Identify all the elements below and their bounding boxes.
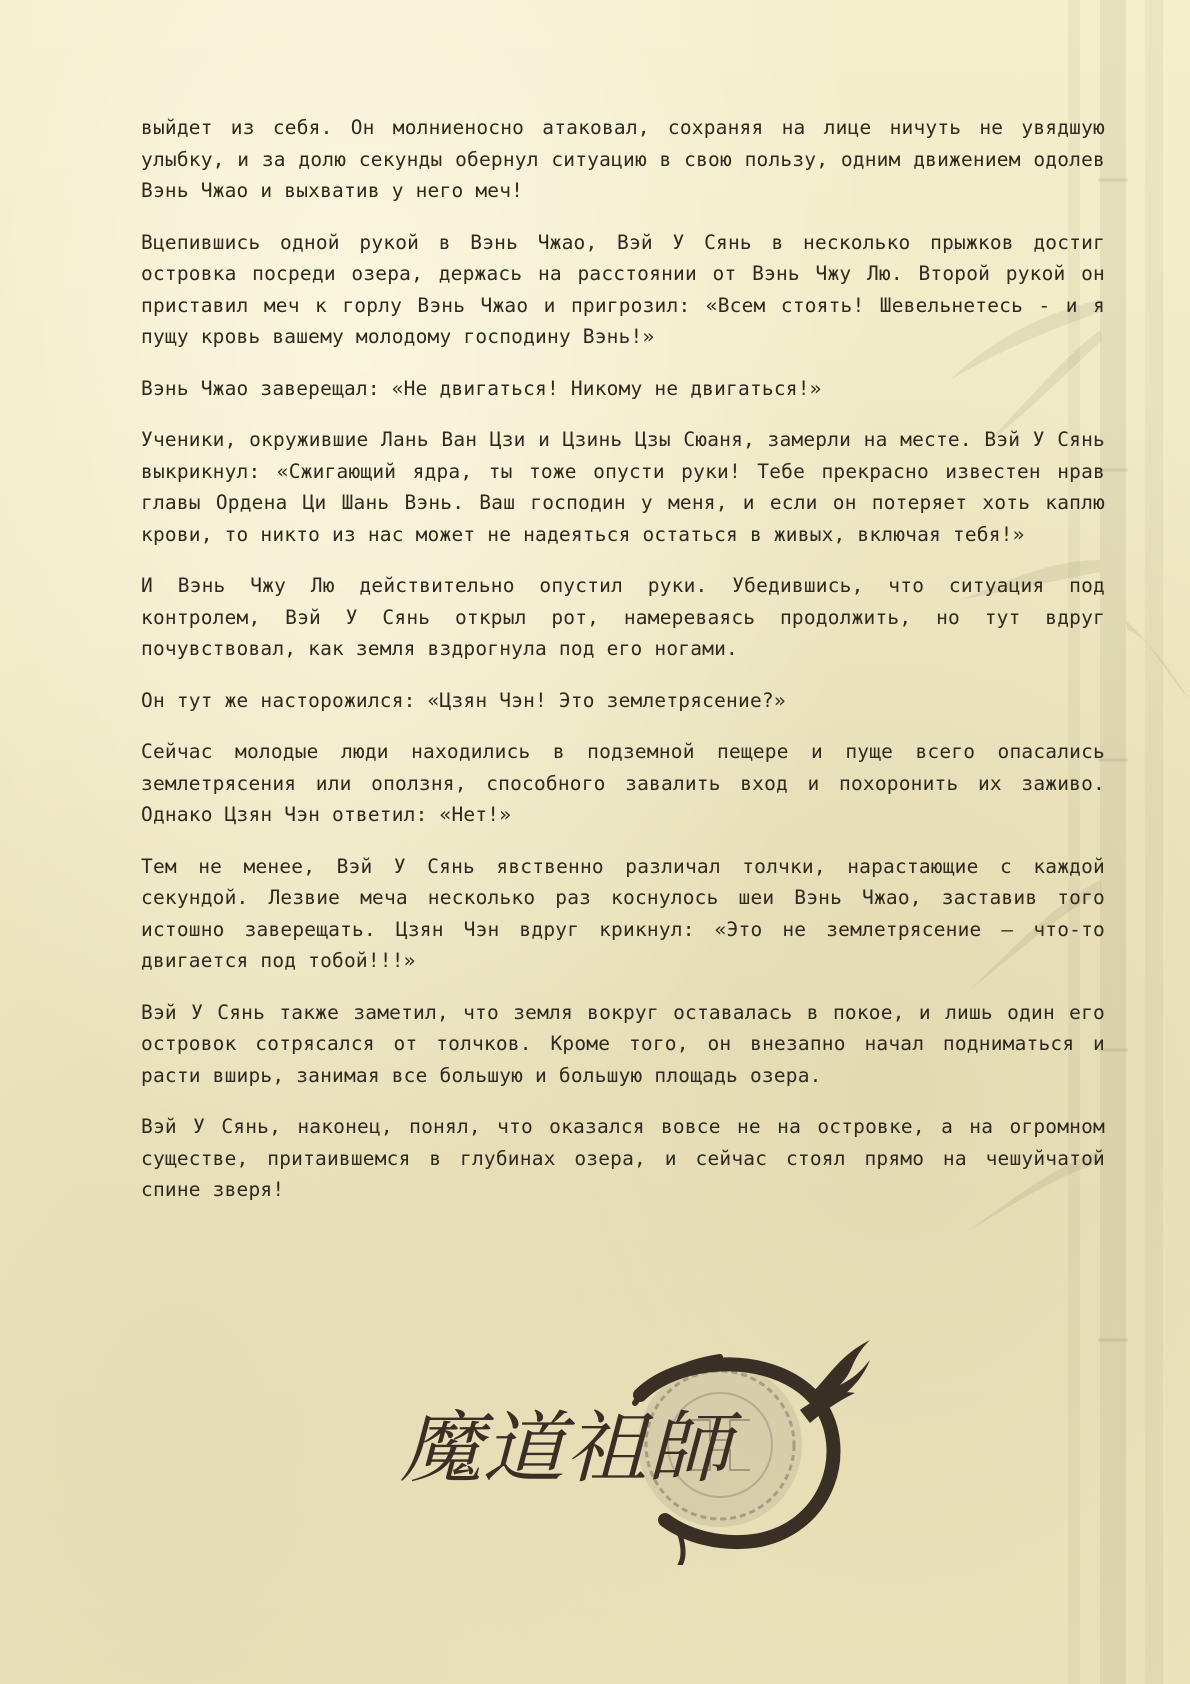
logo-calligraphy-text: 魔道祖師 bbox=[400, 1404, 743, 1494]
paragraph-4: Ученики, окружившие Лань Ван Цзи и Цзинь Цзы Сюаня, замерли на месте. Вэй У Сянь выкрикнул: «Сжигающий ядра, ты тоже опусти руки! Тебе прекрасно известен нрав главы Ордена Ци Шань Вэнь. Ваш господин у меня, и если он потеряет хоть каплю крови, то никто из нас может не надеяться остаться в живых, включая тебя!» bbox=[141, 428, 1105, 546]
paragraph-8: Тем не менее, Вэй У Сянь явственно различал толчки, нарастающие с каждой секундой. Лезвие меча несколько раз коснулось шеи Вэнь Чжао, заставив того истошно заверещать. Цзян Чэн вдруг крикнул: «Это не землетрясение – что-то двигается под тобой!!!» bbox=[141, 854, 1105, 972]
paragraph-10: Вэй У Сянь, наконец, понял, что оказался вовсе не на островке, а на огромном существе, притаившемся в глубинах озера, и сейчас стоял прямо на чешуйчатой спине зверя! bbox=[141, 1115, 1105, 1201]
paragraph-5: И Вэнь Чжу Лю действительно опустил руки. Убедившись, что ситуация под контролем, Вэй У Сянь открыл рот, намереваясь продолжить, но тут вдруг почувствовал, как земля вздрогнула под его ногами. bbox=[141, 574, 1105, 660]
main-text-block bbox=[141, 112, 1105, 1226]
paragraph-3: Вэнь Чжао заверещал: «Не двигаться! Никому не двигаться!» bbox=[141, 376, 822, 400]
paragraph-2: Вцепившись одной рукой в Вэнь Чжао, Вэй У Сянь в несколько прыжков достиг островка посреди озера, держась на расстоянии от Вэнь Чжу Лю. Второй рукой он приставил меч к горлу Вэнь Чжао и пригрозил: «Всем стоять! Шевельнетесь - и я пущу кровь вашему молодому господину Вэнь!» bbox=[141, 230, 1105, 348]
paragraph-9: Вэй У Сянь также заметил, что земля вокруг оставалась в покое, и лишь один его островок сотрясался от толчков. Кроме того, он внезапно начал подниматься и расти вширь, занимая все большую и большую площадь озера. bbox=[141, 1000, 1105, 1087]
paragraph-7: Сейчас молодые люди находились в подземной пещере и пуще всего опасались землетрясения или оползня, способного завалить вход и похоронить их заживо. Однако Цзян Чэн ответил: «Нет!» bbox=[141, 740, 1105, 826]
mo-dao-zu-shi-logo bbox=[400, 1335, 870, 1565]
paragraph-1: выйдет из себя. Он молниеносно атаковал, сохраняя на лице ничуть не увядшую улыбку, и за долю секунды обернул ситуацию в свою пользу, одним движением одолев Вэнь Чжао и выхватив у него меч! bbox=[141, 116, 1105, 202]
paragraph-6: Он тут же насторожился: «Цзян Чэн! Это землетрясение?» bbox=[141, 688, 786, 712]
